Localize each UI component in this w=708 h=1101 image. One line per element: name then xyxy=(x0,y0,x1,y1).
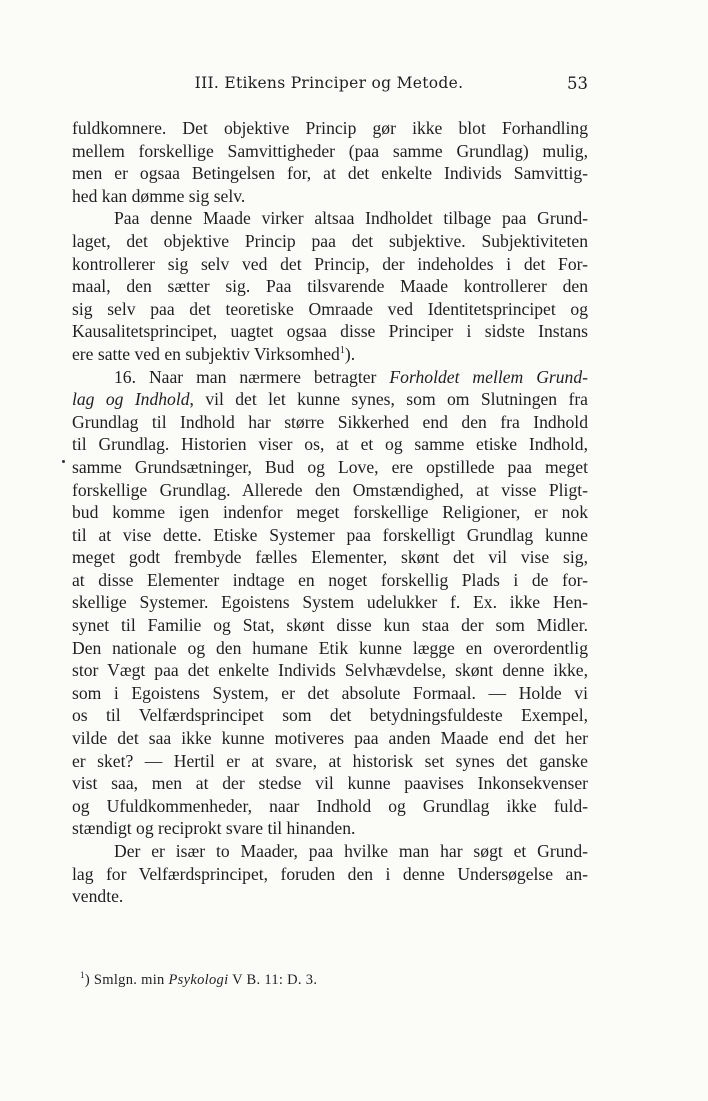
text-line: Kausalitetsprincipet, uagtet ogsaa disse Principer i sidste Instans xyxy=(72,321,588,342)
body-text xyxy=(72,117,588,908)
text-line: lag for Velfærdsprincipet, foruden den i denne Undersøgelse an- xyxy=(72,863,588,884)
text-line: vist saa, men at der stedse vil kunne paavises Inkonsekvenser xyxy=(72,773,588,794)
section-title: Forholdet mellem Grund- xyxy=(389,366,589,387)
text-line: Der er især to Maader, paa hvilke man har søgt et Grund- xyxy=(114,841,588,861)
text-line: mellem forskellige Samvittigheder (paa samme Grundlag) mulig, xyxy=(72,140,588,161)
closing-paren: ). xyxy=(344,343,356,364)
text-line: at disse Elementer indtage en noget forskellig Plads i de for- xyxy=(72,569,588,590)
footnote-reference[interactable]: 1 xyxy=(339,345,345,357)
text-line: vendte. xyxy=(72,886,124,907)
text-line: laget, det objektive Princip paa det subjektive. Subjektiviteten xyxy=(72,230,588,251)
text-line: meget godt frembyde fælles Elementer, skønt det vil vise sig, xyxy=(72,547,588,568)
footnote-reference-detail: V B. 11: D. 3. xyxy=(232,972,318,988)
text-line: skellige Systemer. Egoistens System udelukker f. Ex. ikke Hen- xyxy=(72,592,588,613)
footnote-work-title: Psykologi xyxy=(168,972,229,988)
text-line: bud komme igen indenfor meget forskellige Religioner, er nok xyxy=(72,502,588,523)
chapter-title: III. Etikens Principer og Metode. xyxy=(194,74,464,92)
section-start: 16. Naar man nærmere betragter xyxy=(114,366,377,387)
text-line: sig selv paa det teoretiske Omraade ved Identitetsprincipet og xyxy=(72,298,588,319)
text-line: Paa denne Maade virker altsaa Indholdet tilbage paa Grund- xyxy=(114,208,588,229)
footnote xyxy=(80,972,317,989)
text-line: maal, den sætter sig. Paa tilsvarende Maade kontrollerer den xyxy=(72,276,588,297)
text-line xyxy=(72,343,588,366)
text-line: vilde det saa ikke kunne motiveres paa anden Maade end det her xyxy=(72,728,588,749)
footnote-marker: 1 xyxy=(80,970,85,981)
page-number: 53 xyxy=(567,74,588,93)
footnote-paren: ) xyxy=(84,972,90,988)
text-line: til at vise dette. Etiske Systemer paa forskelligt Grundlag kunne xyxy=(72,524,588,545)
text-line: som i Egoistens System, er det absolute Formaal. — Holde vi xyxy=(72,682,588,703)
running-header xyxy=(70,74,588,100)
text-line: Den nationale og den humane Etik kunne lægge en overordentlig xyxy=(72,637,588,658)
footnote-text: Smlgn. min xyxy=(93,972,165,988)
text-line: er sket? — Hertil er at svare, at historisk set synes det ganske xyxy=(72,750,588,771)
text-line: til Grundlag. Historien viser os, at et og samme etiske Indhold, xyxy=(72,434,588,455)
text-line: hed kan dømme sig selv. xyxy=(72,185,246,206)
text-line: kontrollerer sig selv ved det Princip, der indeholdes i det For- xyxy=(72,253,588,274)
section-title-cont: lag og Indhold xyxy=(72,389,190,410)
text-line xyxy=(72,366,588,389)
text-line xyxy=(72,388,588,411)
text-line: synet til Familie og Stat, skønt disse kun staa der som Midler. xyxy=(72,615,588,636)
line-text: , vil det let kunne synes, som om Slutningen fra xyxy=(189,389,588,410)
text-line: Grundlag til Indhold har større Sikkerhed end den fra Indhold xyxy=(72,411,588,432)
text-line: stor Vægt paa det enkelte Individs Selvhævdelse, skønt denne ikke, xyxy=(72,660,588,681)
text-line: fuldkomnere. Det objektive Princip gør ikke blot Forhandling xyxy=(72,118,588,138)
text-line: samme Grundsætninger, Bud og Love, ere opstillede paa meget xyxy=(72,456,588,477)
text-line: stændigt og reciprokt svare til hinanden. xyxy=(72,818,356,839)
text-line: og Ufuldkommenheder, naar Indhold og Grundlag ikke fuld- xyxy=(72,795,588,816)
text-line: os til Velfærdsprincipet som det betydningsfuldeste Exempel, xyxy=(72,705,588,726)
text-line: forskellige Grundlag. Allerede den Omstændighed, at visse Pligt- xyxy=(72,479,588,500)
text-line: men er ogsaa Betingelsen for, at det enkelte Individs Samvittig- xyxy=(72,163,588,184)
line-text: ere satte ved en subjektiv Virksomhed xyxy=(72,343,340,364)
margin-mark xyxy=(62,460,65,463)
